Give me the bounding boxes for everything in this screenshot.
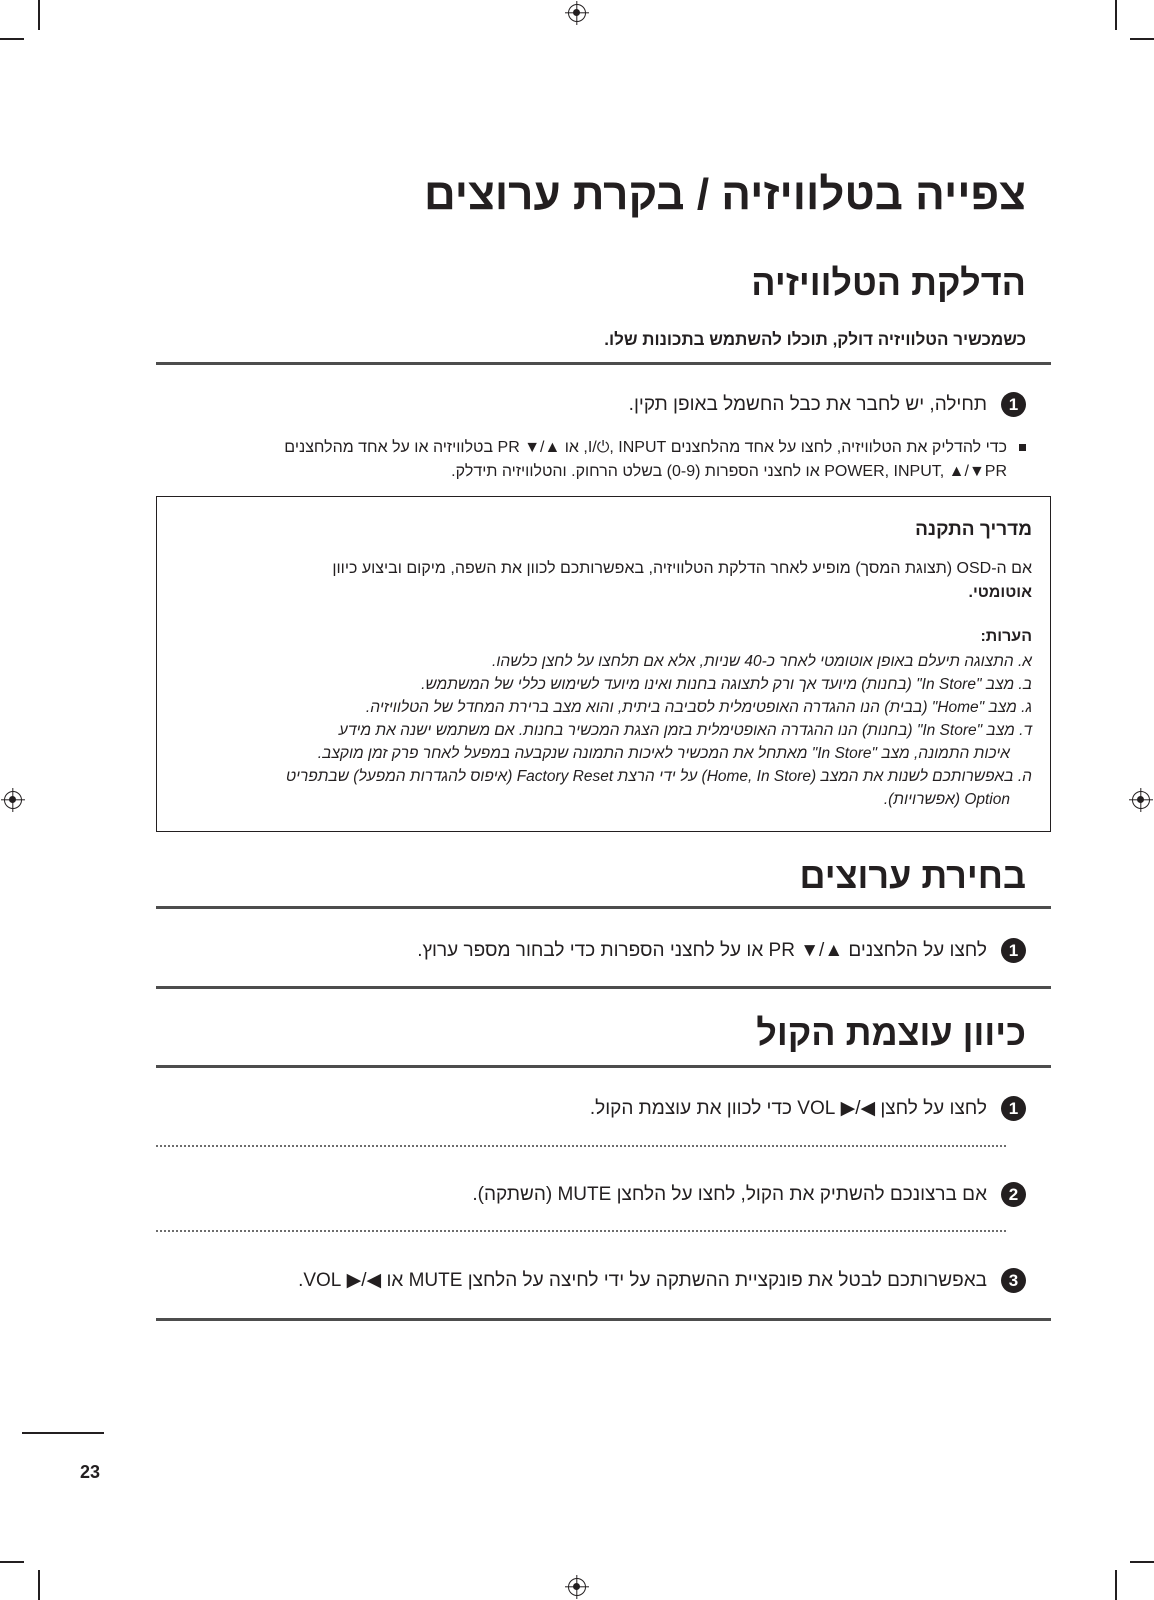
crop-mark: [38, 1570, 40, 1600]
section-rule: [156, 986, 1051, 989]
step-number-badge: 1: [1001, 392, 1026, 417]
notes-label: הערות:: [980, 628, 1032, 645]
section-heading-power: הדלקת הטלוויזיה: [751, 262, 1026, 303]
channel-step-1: [146, 938, 1026, 963]
note-item: ד. מצב "In Store" (בחנות) הנו ההגדרה האופטימלית בזמן הצגת המכשיר בחנות. אם משתמש ישנה את מידע: [338, 722, 1032, 739]
page-number: 23: [80, 1462, 101, 1482]
bullet-square-icon: [1019, 444, 1026, 451]
note-item: ב. מצב "In Store" (בחנות) מיועד אך ורק לתצוגה בחנות ואינו מיועד לשימוש כללי של המשתמש.: [421, 676, 1032, 693]
box-heading: מדריך התקנה: [915, 519, 1032, 540]
bullet-line: כדי להדליק את הטלוויזיה, לחצו על אחד מהלחצנים I/⏻, INPUT, או ▲/▼ PR בטלוויזיה או על אחד מהלחצנים: [284, 439, 1007, 456]
box-paragraph-line: אם ה-OSD (תצוגת המסך) מופיע לאחר הדלקת הטלוויזיה, באפשרותכם לכוון את השפה, מיקום וביצוע כיוון: [332, 560, 1032, 577]
note-item: ג. מצב "Home" (בבית) הנו ההגדרה האופטימלית לסביבה ביתית, והוא מצב ברירת המחדל של הטלוויזיה.: [365, 699, 1032, 716]
dotted-divider: [156, 1230, 1006, 1232]
section-heading-channels: בחירת ערוצים: [799, 855, 1026, 896]
step-text: לחצו על הלחצנים ▲/▼ PR או על לחצני הספרות כדי לבחור מספר ערוץ.: [417, 939, 987, 961]
section-rule: [156, 1318, 1051, 1321]
note-item: איכות התמונה, מצב "In Store" מאתחל את המכשיר לאיכות התמונה שנקבעה במפעל לאחר פרק זמן מוקצב.: [317, 745, 1010, 762]
section-subheading: כשמכשיר הטלוויזיה דולק, תוכלו להשתמש בתכונות שלו.: [604, 330, 1026, 349]
note-item: Option (אפשרויות).: [883, 791, 1010, 808]
section-rule: [156, 362, 1051, 365]
power-bullet: [146, 436, 1026, 484]
volume-step-3: [146, 1268, 1026, 1293]
registration-mark-icon: [1132, 791, 1150, 809]
section-heading-volume: כיוון עוצמת הקול: [756, 1012, 1026, 1053]
step-number-badge: 3: [1001, 1268, 1026, 1293]
crop-mark: [0, 38, 24, 40]
page-title: צפייה בטלוויזיה / בקרת ערוצים: [423, 170, 1026, 219]
section-rule: [156, 1065, 1051, 1068]
crop-mark: [1115, 0, 1117, 30]
power-step-1: [146, 392, 1026, 417]
step-number-badge: 1: [1001, 1096, 1026, 1121]
page-number-rule: [22, 1432, 104, 1434]
section-rule: [156, 906, 1051, 909]
step-text: באפשרותכם לבטל את פונקציית ההשתקה על ידי לחיצה על הלחצן MUTE או ◀/▶ VOL.: [298, 1270, 987, 1291]
note-item: ה. באפשרותכם לשנות את המצב (Home, In Store) על ידי הרצת Factory Reset (איפוס להגדרות המפעל) שבתפריט: [285, 768, 1032, 785]
install-guide-box: [156, 496, 1051, 832]
dotted-divider: [156, 1145, 1006, 1147]
crop-mark: [1130, 38, 1154, 40]
step-text: לחצו על לחצן ◀/▶ VOL כדי לכוון את עוצמת הקול.: [589, 1098, 987, 1119]
crop-mark: [1115, 1570, 1117, 1600]
box-paragraph-line: אוטומטי.: [968, 584, 1032, 601]
volume-step-1: [146, 1096, 1026, 1121]
step-text: תחילה, יש לחבר את כבל החשמל באופן תקין.: [628, 393, 987, 415]
bullet-line: POWER, INPUT, ▲/▼PR או לחצני הספרות (0-9) בשלט הרחוק. והטלוויזיה תידלק.: [451, 463, 1007, 480]
step-text: אם ברצונכם להשתיק את הקול, לחצו על הלחצן MUTE (השתקה).: [472, 1183, 987, 1205]
registration-mark-icon: [568, 4, 586, 22]
step-number-badge: 2: [1001, 1182, 1026, 1207]
registration-mark-icon: [568, 1578, 586, 1596]
crop-mark: [0, 1561, 24, 1563]
volume-step-2: [146, 1182, 1026, 1207]
crop-mark: [1130, 1561, 1154, 1563]
crop-mark: [38, 0, 40, 30]
registration-mark-icon: [4, 791, 22, 809]
step-number-badge: 1: [1001, 938, 1026, 963]
note-item: א. התצוגה תיעלם באופן אוטומטי לאחר כ-40 שניות, אלא אם תלחצו על לחצן כלשהו.: [492, 653, 1032, 670]
